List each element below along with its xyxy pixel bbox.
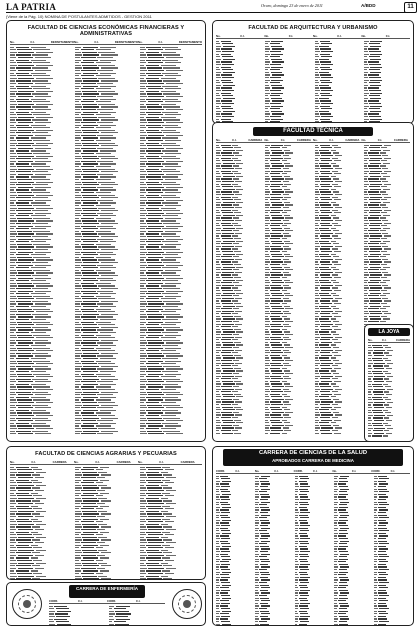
- table-column: [265, 144, 311, 435]
- table-row: [368, 435, 410, 438]
- table-column: [265, 40, 311, 124]
- university-seal-left-icon: [12, 589, 42, 619]
- column-header: CARRERA: [180, 460, 195, 464]
- column-header: No.: [10, 40, 15, 44]
- column-header: CARRERA: [396, 338, 410, 342]
- table-row: [109, 623, 166, 626]
- table-row: [334, 623, 370, 626]
- table-column: [216, 144, 262, 435]
- panel-economicas: [6, 20, 206, 442]
- column-header: C.I.: [94, 40, 99, 44]
- table-column: [216, 40, 262, 124]
- table-column: [75, 46, 137, 435]
- table-column: [49, 605, 106, 626]
- column-header: DEPARTAMENTO: [114, 40, 138, 44]
- column-header: CARRERA: [116, 460, 131, 464]
- table-row: [49, 623, 106, 626]
- panel-subtitle: APROBADOS CARRERA DE MEDICINA: [272, 458, 354, 463]
- column-header: C.I.: [240, 34, 245, 38]
- names-table: [10, 466, 202, 580]
- column-header: C.I.: [274, 469, 279, 473]
- table-column: [140, 466, 202, 580]
- table-column: [374, 475, 410, 625]
- column-header: C.I.: [313, 469, 318, 473]
- table-row: [10, 432, 72, 435]
- continuation-line: (Viene de la Pág. 10) NOMINA DE POSTULANTES ADMITIDOS - GESTION 2011: [6, 14, 152, 19]
- table-row: [75, 432, 137, 435]
- column-header: DEPARTAMENTO: [178, 40, 202, 44]
- table-header: [216, 469, 410, 474]
- column-header: No.: [332, 469, 337, 473]
- table-column: [140, 46, 202, 435]
- column-header: C.I.: [288, 34, 294, 38]
- table-column: [295, 475, 331, 625]
- panel-title: CARRERA DE CIENCIAS DE LA SALUD: [258, 450, 368, 456]
- names-table: [216, 475, 410, 625]
- column-header: CORR.: [293, 469, 303, 473]
- masthead-rule: [6, 12, 414, 13]
- newspaper-logo: LA PATRIA: [6, 2, 57, 12]
- table-row: [10, 578, 72, 580]
- table-column: [75, 466, 137, 580]
- panel-title: LA JOYA: [368, 328, 410, 336]
- panel-enfermeria: [6, 582, 206, 626]
- column-header: No.: [313, 138, 318, 142]
- table-row: [75, 578, 137, 580]
- column-header: No.: [264, 138, 270, 142]
- table-header: [49, 599, 165, 604]
- table-row: [216, 432, 262, 435]
- table-column: [255, 475, 291, 625]
- column-header: C.I.: [329, 138, 334, 142]
- page-number: 11: [404, 2, 417, 13]
- table-row: [315, 432, 361, 435]
- panel-title: CARRERA DE ENFERMERÍA: [69, 585, 145, 598]
- table-header: [10, 460, 202, 465]
- table-header: [216, 34, 410, 39]
- column-header: DEPARTAMENTO: [50, 40, 74, 44]
- column-header: CORR.: [49, 599, 59, 603]
- table-column: [315, 144, 361, 435]
- column-header: C.I.: [158, 40, 163, 44]
- panel-la-joya: [364, 324, 414, 442]
- names-table: [368, 344, 410, 437]
- column-header: C.I.: [136, 599, 141, 603]
- table-row: [140, 432, 202, 435]
- panel-title: FACULTAD TÉCNICA: [253, 127, 373, 136]
- column-header: CARRERA: [248, 138, 263, 142]
- names-table: [49, 605, 165, 626]
- names-table: [216, 40, 410, 124]
- table-column: [10, 46, 72, 435]
- table-row: [265, 432, 311, 435]
- column-header: CARRERA: [296, 138, 311, 142]
- university-seal-right-icon: [172, 589, 202, 619]
- column-header: C.I.: [95, 460, 100, 464]
- table-header: [368, 338, 410, 343]
- table-column: [109, 605, 166, 626]
- column-header: C.I.: [337, 34, 342, 38]
- column-header: C.I.: [232, 138, 237, 142]
- column-header: C.I.: [30, 40, 35, 44]
- panel-title: FACULTAD DE ARQUITECTURA Y URBANISMO: [248, 25, 378, 31]
- column-header: No.: [137, 460, 143, 464]
- column-header: No.: [254, 469, 260, 473]
- table-column: [364, 40, 410, 124]
- panel-arquitectura: [212, 20, 414, 124]
- table-column: [368, 344, 410, 437]
- column-header: CARRERA: [345, 138, 360, 142]
- column-header: C.I.: [377, 138, 383, 142]
- column-header: No.: [264, 34, 270, 38]
- column-header: CORR.: [107, 599, 117, 603]
- masthead: [6, 2, 414, 12]
- table-row: [295, 623, 331, 626]
- column-header: No.: [368, 338, 373, 342]
- column-header: No.: [313, 34, 318, 38]
- column-header: No.: [74, 40, 79, 44]
- column-header: C.I.: [390, 469, 396, 473]
- column-header: No.: [138, 40, 143, 44]
- column-header: C.I.: [31, 460, 36, 464]
- panel-agrarias: [6, 446, 206, 580]
- column-header: No.: [10, 460, 15, 464]
- table-row: [216, 623, 252, 626]
- column-header: C.I.: [235, 469, 240, 473]
- column-header: No.: [361, 34, 367, 38]
- panel-title: FACULTAD DE CIENCIAS AGRARIAS Y PECUARIAS: [35, 451, 177, 457]
- table-column: [216, 475, 252, 625]
- column-header: C.I.: [280, 138, 286, 142]
- table-header: [216, 138, 410, 143]
- dateline: Oruro, domingo 23 de enero de 2011: [261, 3, 323, 8]
- column-header: C.I.: [78, 599, 83, 603]
- table-column: [334, 475, 370, 625]
- column-header: C.I.: [385, 34, 391, 38]
- page-code: A/BDD: [361, 3, 376, 8]
- column-header: No.: [361, 138, 367, 142]
- column-header: CORR.: [216, 469, 226, 473]
- table-header: [10, 40, 202, 45]
- table-row: [140, 578, 202, 580]
- column-header: CARRERA: [52, 460, 67, 464]
- column-header: CARRERA: [393, 138, 408, 142]
- column-header: No.: [73, 460, 79, 464]
- table-row: [255, 623, 291, 626]
- column-header: C.I.: [351, 469, 357, 473]
- panel-title: FACULTAD DE CIENCIAS ECONÓMICAS FINANCIERAS Y ADMINISTRATIVAS: [27, 25, 185, 37]
- table-column: [315, 40, 361, 124]
- panel-salud: [212, 446, 414, 626]
- column-header: CORR.: [371, 469, 381, 473]
- panel-title-block: [223, 449, 403, 466]
- names-table: [10, 46, 202, 435]
- table-column: [10, 466, 72, 580]
- column-header: No.: [216, 34, 221, 38]
- table-row: [374, 623, 410, 626]
- column-header: No.: [216, 138, 221, 142]
- column-header: C.I.: [159, 460, 164, 464]
- column-header: C.I.: [382, 338, 387, 342]
